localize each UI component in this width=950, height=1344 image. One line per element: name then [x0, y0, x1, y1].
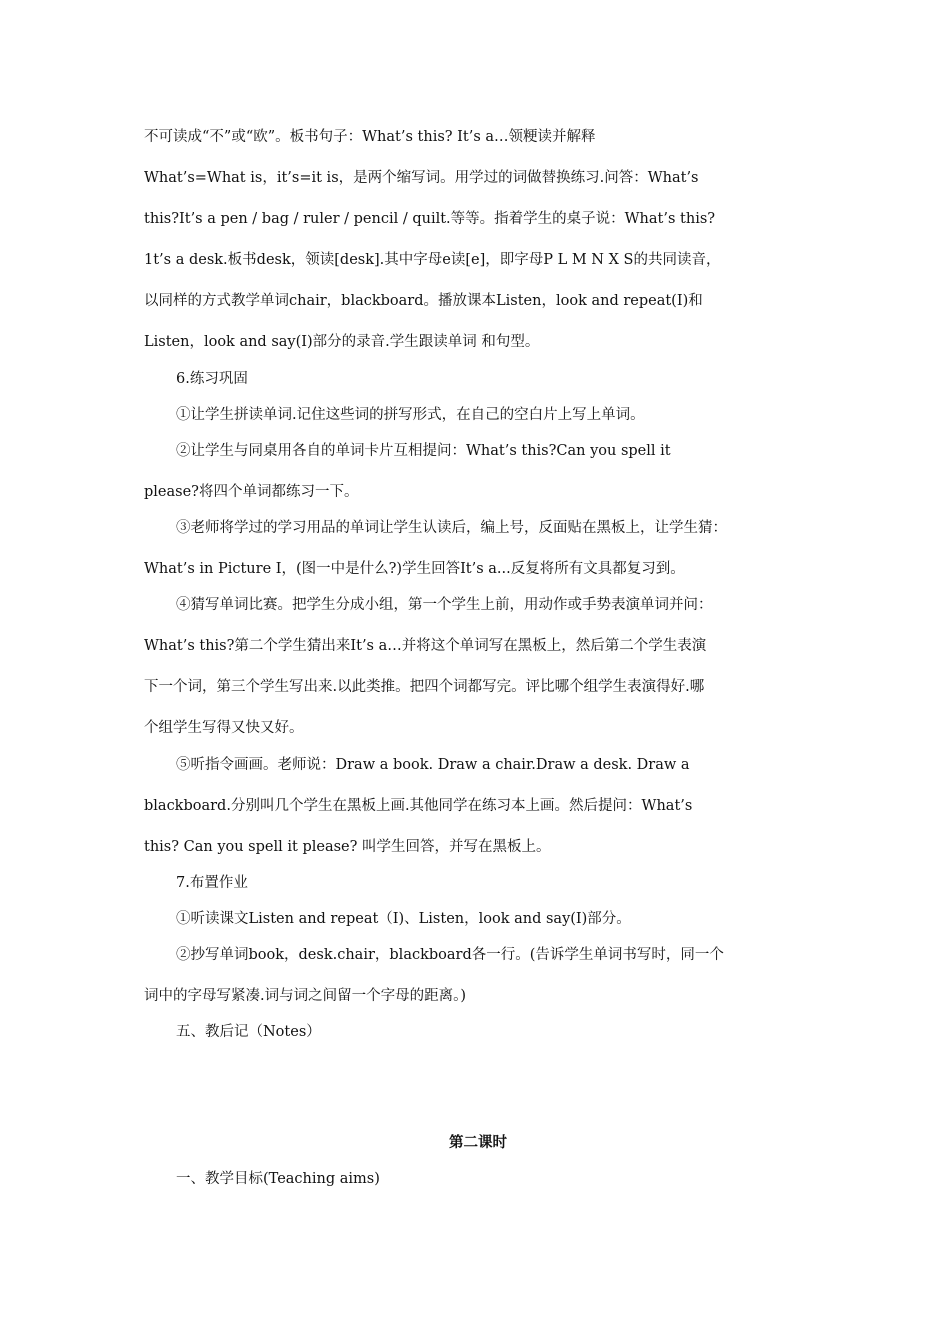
- paragraph-line: 1t’s a desk.板书desk，领读[desk].其中字母e读[e]，即字母P L M N X S的共同读音，: [144, 252, 721, 268]
- paragraph-line: What’s this?第二个学生猜出来It’s a…并将这个单词写在黑板上，然后第二个学生表演: [144, 638, 707, 654]
- paragraph-line: 个组学生写得又快又好。: [144, 720, 304, 736]
- paragraph-line: What’s in Picture I，(图一中是什么?)学生回答It’s a...反复将所有文具都复习到。: [144, 561, 685, 577]
- list-item-2: ②让学生与同桌用各自的单词卡片互相提问：What’s this?Can you spell it: [176, 443, 671, 459]
- paragraph-line: 以同样的方式教学单词chair，blackboard。播放课本Listen，look and repeat(I)和: [144, 293, 703, 309]
- paragraph-line: please?将四个单词都练习一下。: [144, 484, 359, 500]
- list-item-4: ④猜写单词比赛。把学生分成小组，第一个学生上前，用动作或手势表演单词并问：: [176, 597, 713, 613]
- paragraph-line: this?It’s a pen / bag / ruler / pencil / quilt.等等。指着学生的桌子说：What’s this?: [144, 211, 716, 227]
- paragraph-line: this? Can you spell it please? 叫学生回答，并写在黑板上。: [144, 839, 551, 855]
- section-title: 第二课时: [449, 1134, 507, 1151]
- subsection-heading-homework: 7.布置作业: [176, 875, 248, 891]
- paragraph-line: 不可读成“不”或“欧”。板书句子：What’s this? It’s a…领粳读并解释: [144, 129, 596, 145]
- teaching-aims-heading: 一、教学目标(Teaching aims): [176, 1171, 380, 1187]
- list-item-3: ③老师将学过的学习用品的单词让学生认读后，编上号，反面贴在黑板上，让学生猜：: [176, 520, 727, 536]
- list-item-5: ⑤听指令画画。老师说：Draw a book. Draw a chair.Draw a desk. Draw a: [176, 757, 690, 773]
- subsection-heading-practice: 6.练习巩固: [176, 371, 248, 387]
- paragraph-line: 词中的字母写紧凑.词与词之间留一个字母的距离。): [144, 988, 467, 1004]
- paragraph-line: 下一个词，第三个学生写出来.以此类推。把四个词都写完。评比哪个组学生表演得好.哪: [144, 679, 705, 695]
- paragraph-line: blackboard.分别叫几个学生在黑板上画.其他同学在练习本上画。然后提问：What’s: [144, 798, 693, 814]
- notes-heading: 五、教后记（Notes）: [176, 1024, 321, 1040]
- homework-item-1: ①听读课文Listen and repeat（Ⅰ)、Listen，look and say(Ⅰ)部分。: [176, 911, 631, 927]
- homework-item-2: ②抄写单词book，desk.chair，blackboard各一行。(告诉学生单词书写时，同一个: [176, 947, 724, 963]
- paragraph-line: What’s=What is，it’s=it is，是两个缩写词。用学过的词做替换练习.问答：What’s: [144, 170, 699, 186]
- paragraph-line: Listen，look and say(I)部分的录音.学生跟读单词 和句型。: [144, 334, 540, 350]
- list-item-1: ①让学生拼读单词.记住这些词的拼写形式，在自己的空白片上写上单词。: [176, 407, 645, 423]
